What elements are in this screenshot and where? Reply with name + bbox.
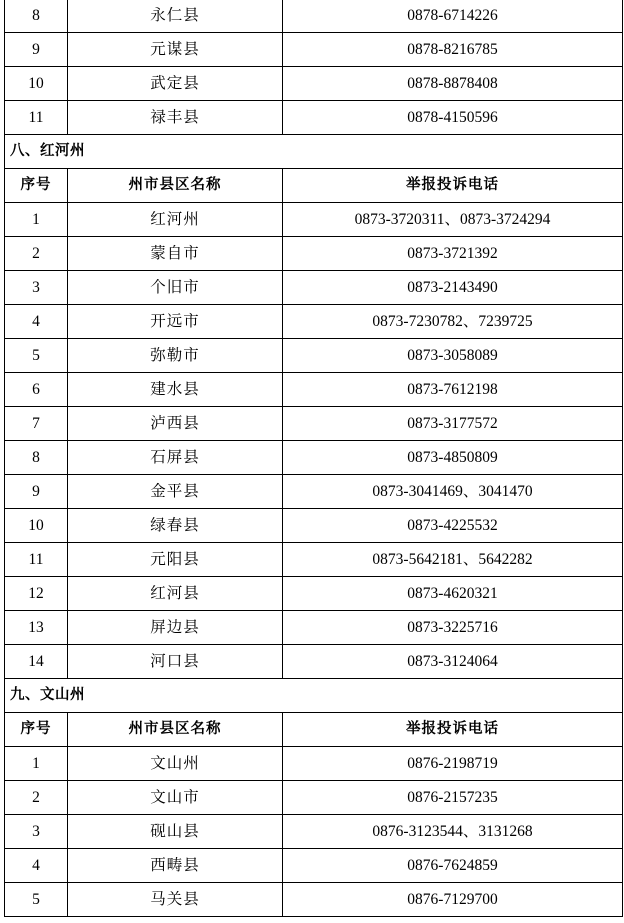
table-row — [5, 407, 623, 441]
table-header-row — [5, 713, 623, 747]
region-name: 河口县 — [68, 645, 283, 679]
table-row — [5, 339, 623, 373]
hotline-number: 0876-7624859 — [283, 849, 623, 883]
region-name: 红河县 — [68, 577, 283, 611]
region-name: 建水县 — [68, 373, 283, 407]
hotline-number: 0873-4620321 — [283, 577, 623, 611]
hotline-number: 0873-3720311、0873-3724294 — [283, 203, 623, 237]
column-header-name: 州市县区名称 — [68, 169, 283, 203]
table-row — [5, 781, 623, 815]
table-row — [5, 0, 623, 33]
hotline-number: 0876-3123544、3131268 — [283, 815, 623, 849]
row-index: 3 — [5, 815, 68, 849]
region-name: 金平县 — [68, 475, 283, 509]
hotline-number: 0873-4850809 — [283, 441, 623, 475]
column-header-index: 序号 — [5, 713, 68, 747]
region-name: 石屏县 — [68, 441, 283, 475]
section-title: 八、红河州 — [5, 135, 623, 169]
row-index: 9 — [5, 475, 68, 509]
hotline-number: 0873-5642181、5642282 — [283, 543, 623, 577]
table-row — [5, 203, 623, 237]
region-name: 泸西县 — [68, 407, 283, 441]
hotline-number: 0873-3058089 — [283, 339, 623, 373]
table-row — [5, 645, 623, 679]
row-index: 2 — [5, 237, 68, 271]
hotline-number: 0873-3177572 — [283, 407, 623, 441]
column-header-hotline: 举报投诉电话 — [283, 169, 623, 203]
region-name: 红河州 — [68, 203, 283, 237]
region-name: 砚山县 — [68, 815, 283, 849]
row-index: 8 — [5, 0, 68, 33]
hotline-number: 0873-2143490 — [283, 271, 623, 305]
column-header-hotline: 举报投诉电话 — [283, 713, 623, 747]
row-index: 8 — [5, 441, 68, 475]
table-row — [5, 543, 623, 577]
table-row — [5, 509, 623, 543]
hotline-number: 0873-3124064 — [283, 645, 623, 679]
hotline-number: 0878-4150596 — [283, 101, 623, 135]
row-index: 1 — [5, 747, 68, 781]
row-index: 10 — [5, 509, 68, 543]
region-name: 文山市 — [68, 781, 283, 815]
hotline-number: 0876-2157235 — [283, 781, 623, 815]
hotline-number: 0873-4225532 — [283, 509, 623, 543]
table-row — [5, 611, 623, 645]
table-row — [5, 373, 623, 407]
table-row — [5, 815, 623, 849]
region-name: 永仁县 — [68, 0, 283, 33]
row-index: 4 — [5, 849, 68, 883]
section-title-row — [5, 135, 623, 169]
table-row — [5, 849, 623, 883]
table-row — [5, 67, 623, 101]
row-index: 9 — [5, 33, 68, 67]
hotline-number: 0873-3721392 — [283, 237, 623, 271]
row-index: 13 — [5, 611, 68, 645]
hotline-number: 0873-3225716 — [283, 611, 623, 645]
row-index: 11 — [5, 543, 68, 577]
table-row — [5, 747, 623, 781]
region-name: 屏边县 — [68, 611, 283, 645]
region-name: 元谋县 — [68, 33, 283, 67]
region-name: 个旧市 — [68, 271, 283, 305]
row-index: 12 — [5, 577, 68, 611]
row-index: 6 — [5, 373, 68, 407]
section-title-row — [5, 679, 623, 713]
column-header-index: 序号 — [5, 169, 68, 203]
row-index: 5 — [5, 339, 68, 373]
hotline-number: 0876-2198719 — [283, 747, 623, 781]
table-row — [5, 883, 623, 917]
hotline-number: 0873-7230782、7239725 — [283, 305, 623, 339]
row-index: 2 — [5, 781, 68, 815]
table-row — [5, 305, 623, 339]
section-title: 九、文山州 — [5, 679, 623, 713]
hotline-number: 0873-3041469、3041470 — [283, 475, 623, 509]
region-name: 西畴县 — [68, 849, 283, 883]
complaint-hotline-table — [4, 0, 623, 917]
table-row — [5, 475, 623, 509]
table-row — [5, 271, 623, 305]
row-index: 14 — [5, 645, 68, 679]
table-body — [5, 0, 623, 917]
region-name: 文山州 — [68, 747, 283, 781]
hotline-number: 0876-7129700 — [283, 883, 623, 917]
region-name: 绿春县 — [68, 509, 283, 543]
hotline-number: 0878-8216785 — [283, 33, 623, 67]
table-row — [5, 577, 623, 611]
hotline-number: 0873-7612198 — [283, 373, 623, 407]
row-index: 11 — [5, 101, 68, 135]
table-row — [5, 237, 623, 271]
row-index: 3 — [5, 271, 68, 305]
region-name: 弥勒市 — [68, 339, 283, 373]
row-index: 1 — [5, 203, 68, 237]
table-row — [5, 33, 623, 67]
region-name: 马关县 — [68, 883, 283, 917]
region-name: 禄丰县 — [68, 101, 283, 135]
row-index: 5 — [5, 883, 68, 917]
row-index: 7 — [5, 407, 68, 441]
region-name: 元阳县 — [68, 543, 283, 577]
column-header-name: 州市县区名称 — [68, 713, 283, 747]
table-row — [5, 441, 623, 475]
region-name: 开远市 — [68, 305, 283, 339]
hotline-number: 0878-6714226 — [283, 0, 623, 33]
table-header-row — [5, 169, 623, 203]
hotline-number: 0878-8878408 — [283, 67, 623, 101]
row-index: 10 — [5, 67, 68, 101]
table-row — [5, 101, 623, 135]
row-index: 4 — [5, 305, 68, 339]
region-name: 武定县 — [68, 67, 283, 101]
region-name: 蒙自市 — [68, 237, 283, 271]
